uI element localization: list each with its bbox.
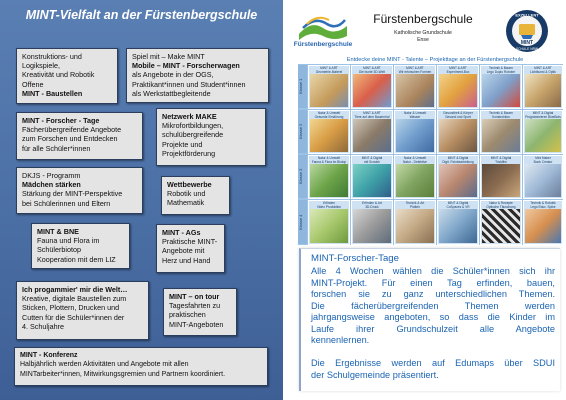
school-name: Fürstenbergschule xyxy=(373,12,473,26)
box-mint-konferenz: MINT - Konferenz Halbjährlich werden Aktivitäten und Angebote mit allen MINTarbeiter*innen, Mitwirkungsgremien und Partnern koordiniert. xyxy=(14,347,268,386)
grid-cell: Gesundheit & Körper Gesund und Sport xyxy=(437,110,479,154)
project-photo xyxy=(439,74,477,107)
grid-cell: Natur & Umwelt Natur - Detektive xyxy=(394,155,436,199)
grid-cell: Technik & Robotik Lego Educ. Spike xyxy=(523,200,563,245)
box-mint-on-tour: MINT – on tour Tagesfahrten zu praktischen MINT-Angeboten xyxy=(163,288,237,336)
project-photo xyxy=(525,119,561,152)
box-mint-ags: MINT - AGs Praktische MINT- Angebote mit Herz und Hand xyxy=(156,224,225,273)
grid-cell: Natur & Rezepte Optische Täuschung xyxy=(480,200,522,245)
row-label-klasse-3: Klasse 3 xyxy=(298,155,307,198)
grid-cell: MINT & ART Lichtkunst & Optik xyxy=(523,65,563,109)
grid-cell: Mini Maker Book Creator xyxy=(523,155,563,199)
grid-cell: MINT & Digital Trickfilm xyxy=(480,155,522,199)
box-forscherwagen: Spiel mit – Make MINT Mobile – MINT - Forscherwagen als Angebote in der OGS, Praktikant*innen und Student*innen als Werkstattbegleitende xyxy=(126,48,269,103)
box-maedchen-staerken: DKJS - Programm Mädchen stärken Stärkung der MINT-Perspektive bei Schülerinnen und Eltern xyxy=(16,167,143,214)
project-photo xyxy=(482,164,520,197)
project-photo xyxy=(353,119,391,152)
project-photo xyxy=(482,74,520,107)
box-wettbewerbe: Wettbewerbe Robotik und Mathematik xyxy=(161,176,230,215)
project-photo xyxy=(439,119,477,152)
mint-school-badge-icon xyxy=(505,9,549,53)
project-photo xyxy=(353,164,391,197)
overview-title: MINT-Vielfalt an der Fürstenbergschule xyxy=(25,8,258,22)
box-programmier-welt: Ich progammier' mir die Welt… Kreative, digitale Baustellen zum Sticken, Plottern, Drucken und Cutten für die Schüler*innen der 4. Schuljahre xyxy=(16,281,149,340)
school-logo-icon xyxy=(293,12,353,48)
project-photo xyxy=(525,74,561,107)
project-photo xyxy=(482,209,520,243)
school-subtitle: Katholische Grundschule Ense xyxy=(394,30,452,43)
grid-cell: Erfinden & Art 3D-Druck xyxy=(351,200,393,245)
project-photo xyxy=(396,74,434,107)
project-photo xyxy=(525,164,561,197)
project-photo xyxy=(439,209,477,243)
project-photo xyxy=(310,209,348,243)
grid-cell: MINT & ART Wir erforschen Formen xyxy=(394,65,436,109)
box-mint-baustellen: Konstruktions- und Logikspiele, Kreativität und Robotik Offene MINT - Baustellen xyxy=(16,48,118,104)
project-photo xyxy=(396,164,434,197)
svg-text:MINT: MINT xyxy=(520,40,534,46)
info-results: Die Ergebnisse werden auf Edumaps über SDUI der Schulgemeinde präsentiert. xyxy=(311,358,555,380)
svg-text:SCHULE NRW: SCHULE NRW xyxy=(515,47,539,51)
svg-text:EXZELLENT: EXZELLENT xyxy=(515,12,539,18)
grid-cell: Natur & Umwelt Fauna & Flora im Biotop xyxy=(308,155,350,199)
grid-cell: MINT & Digital mit Scratch xyxy=(351,155,393,199)
grid-cell: Natur & Umwelt Gesunde Ernährung xyxy=(308,110,350,154)
grid-cell: Technik & Bauen Konstruktion xyxy=(480,110,522,154)
box-forscher-tage: MINT - Forscher - Tage Fächerübergreifende Angebote zum Forschen und Entdecken für alle Schüler*innen xyxy=(16,112,143,160)
project-photo xyxy=(396,209,434,243)
grid-cell: Natur & Umwelt Wasser xyxy=(394,110,436,154)
grid-cell: MINT & ART Die bunte 3D-Welt xyxy=(351,65,393,109)
project-photo xyxy=(310,119,348,152)
grid-cell: MINT & Digital Digit. Fotobearbeitung xyxy=(437,155,479,199)
project-photo xyxy=(482,119,520,152)
grid-cell: Technik & Bauen Lego Duplo Roboter xyxy=(480,65,522,109)
box-mint-bne: MINT & BNE Fauna und Flora im Schülerbiotop Kooperation mit dem LIZ xyxy=(31,223,130,269)
grid-cell: MINT & Digital CoSpaces & VR xyxy=(437,200,479,245)
project-photo xyxy=(353,74,391,107)
grid-cell: MINT & ART Geometrie-Malerei xyxy=(308,65,350,109)
grid-cell: Technik & Art Plotten xyxy=(394,200,436,245)
project-photo xyxy=(353,209,391,243)
grid-cell: MINT & ART Experiment-Box xyxy=(437,65,479,109)
grid-cell: MINT & Digital Programmieren BlueBots xyxy=(523,110,563,154)
grid-cell: MINT & ART Tiere auf dem Bauernhof xyxy=(351,110,393,154)
box-netzwerk-make: Netzwerk MAKE Mikrofortbildungen, schulübergreifende Projekte und Projektförderung xyxy=(156,108,266,166)
info-body: Alle 4 Wochen wählen die Schüler*innen sich ihr MINT-Projekt. Für einen Tag erfinden, bauen, forschen sie zu ganz unterschiedlichen Themen. Die fächerübergreifenden Themen werden jahrgangsweise angeboten, so dass die Kinder im Laufe ihrer Grundschulzeit alle Angebote kennenlernen. xyxy=(311,266,555,345)
project-photo xyxy=(525,209,561,243)
grid-cell: Erfinden Video Produktion xyxy=(308,200,350,245)
project-photo xyxy=(310,164,348,197)
row-label-klasse-2: Klasse 2 xyxy=(298,110,307,153)
project-photo xyxy=(310,74,348,107)
project-photo xyxy=(439,164,477,197)
projekttage-grid-title: Entdecke deine MINT - Talente – Projekttage an der Fürstenbergschule xyxy=(346,57,524,63)
project-photo xyxy=(396,119,434,152)
svg-text:Fürstenbergschule: Fürstenbergschule xyxy=(293,41,353,48)
row-label-klasse-4: Klasse 4 xyxy=(298,200,307,244)
row-label-klasse-1: Klasse 1 xyxy=(298,65,307,108)
info-title: MINT-Forscher-Tage xyxy=(311,253,399,264)
